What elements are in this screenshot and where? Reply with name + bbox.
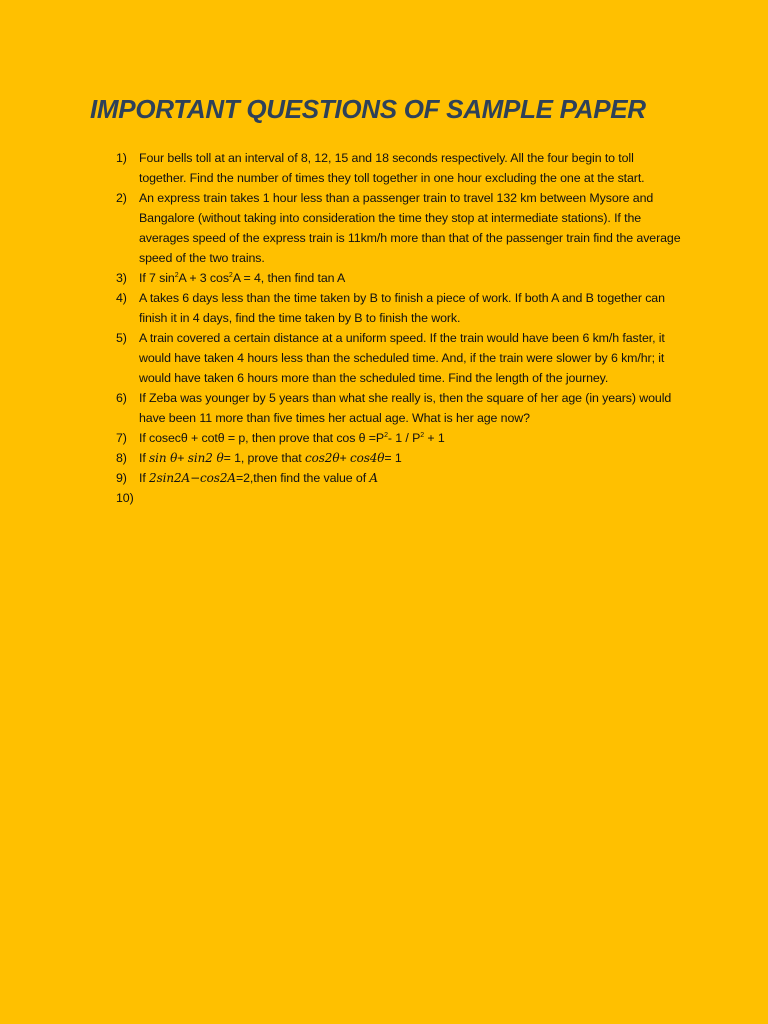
question-text-part: + 1 xyxy=(424,431,445,445)
question-text-part: - 1 / P xyxy=(387,431,421,445)
superscript: 2 xyxy=(420,431,425,439)
question-text-part: = 1 xyxy=(384,451,402,465)
question-2 xyxy=(116,188,681,268)
question-5 xyxy=(116,328,681,388)
question-list xyxy=(116,148,681,508)
superscript: 2 xyxy=(384,431,388,439)
question-number: 2) xyxy=(116,191,127,205)
question-1 xyxy=(116,148,681,188)
question-text-part: If cosecθ + cotθ = p, then prove that cos θ =P xyxy=(139,431,385,445)
question-text-part: + xyxy=(177,451,188,465)
question-text: An express train takes 1 hour less than a passenger train to travel 132 km between Mysore and Bangalore (without taking into consideration the time they stop at intermediate stations). If the averages speed of the express train is 11km/h more than that of the passenger train find the average speed of the two trains. xyxy=(139,191,681,265)
superscript: 2 xyxy=(228,271,233,279)
question-text-part: If xyxy=(139,451,150,465)
question-text xyxy=(139,468,681,488)
question-text: A train covered a certain distance at a uniform speed. If the train would have been 6 km/h faster, it would have taken 4 hours less than the scheduled time. And, if the train were slower by 6 km/hr; it would have taken 6 hours more than the scheduled time. Find the length of the journey. xyxy=(139,331,665,385)
math-expression: sin2 θ xyxy=(187,451,224,465)
question-text: If Zeba was younger by 5 years than what she really is, then the square of her age (in years) would have been 11 more than five times her actual age. What is her age now? xyxy=(139,391,672,425)
question-text xyxy=(139,428,681,448)
question-text-part: If xyxy=(139,471,150,485)
superscript: 2 xyxy=(174,271,179,279)
question-text-part: =2,then find the value of xyxy=(235,471,370,485)
math-expression: A xyxy=(369,471,378,485)
question-4 xyxy=(116,288,681,328)
question-text-part: = 1, prove that xyxy=(223,451,305,465)
document-title: IMPORTANT QUESTIONS OF SAMPLE PAPER xyxy=(90,94,646,124)
question-number: 8) xyxy=(116,451,127,465)
question-number: 6) xyxy=(116,391,127,405)
question-text-part: + xyxy=(339,451,350,465)
question-number: 5) xyxy=(116,331,127,345)
question-10 xyxy=(116,488,681,508)
question-9 xyxy=(116,468,681,488)
question-text: A takes 6 days less than the time taken by B to finish a piece of work. If both A and B together can finish it in 4 days, find the time taken by B to finish the work. xyxy=(139,291,665,325)
question-number: 7) xyxy=(116,431,127,445)
question-number: 10) xyxy=(116,491,134,505)
question-6 xyxy=(116,388,681,428)
question-text xyxy=(139,448,681,468)
question-number: 3) xyxy=(116,271,127,285)
question-number: 4) xyxy=(116,291,127,305)
question-text: Four bells toll at an interval of 8, 12, 15 and 18 seconds respectively. All the four begin to toll together. Find the number of times they toll together in one hour excluding the one at the start. xyxy=(139,151,645,185)
math-expression: 2sin2A−cos2A xyxy=(149,471,236,485)
math-expression: cos2θ xyxy=(305,451,340,465)
question-text-part: A + 3 cos xyxy=(178,271,229,285)
math-expression: sin θ xyxy=(149,451,178,465)
question-7 xyxy=(116,428,681,448)
question-8 xyxy=(116,448,681,468)
question-text xyxy=(139,268,681,288)
question-number: 1) xyxy=(116,151,127,165)
question-3 xyxy=(116,268,681,288)
question-number: 9) xyxy=(116,471,127,485)
question-text-part: If 7 sin xyxy=(139,271,175,285)
question-text-part: A = 4, then find tan A xyxy=(232,271,346,285)
math-expression: cos4θ xyxy=(349,451,385,465)
